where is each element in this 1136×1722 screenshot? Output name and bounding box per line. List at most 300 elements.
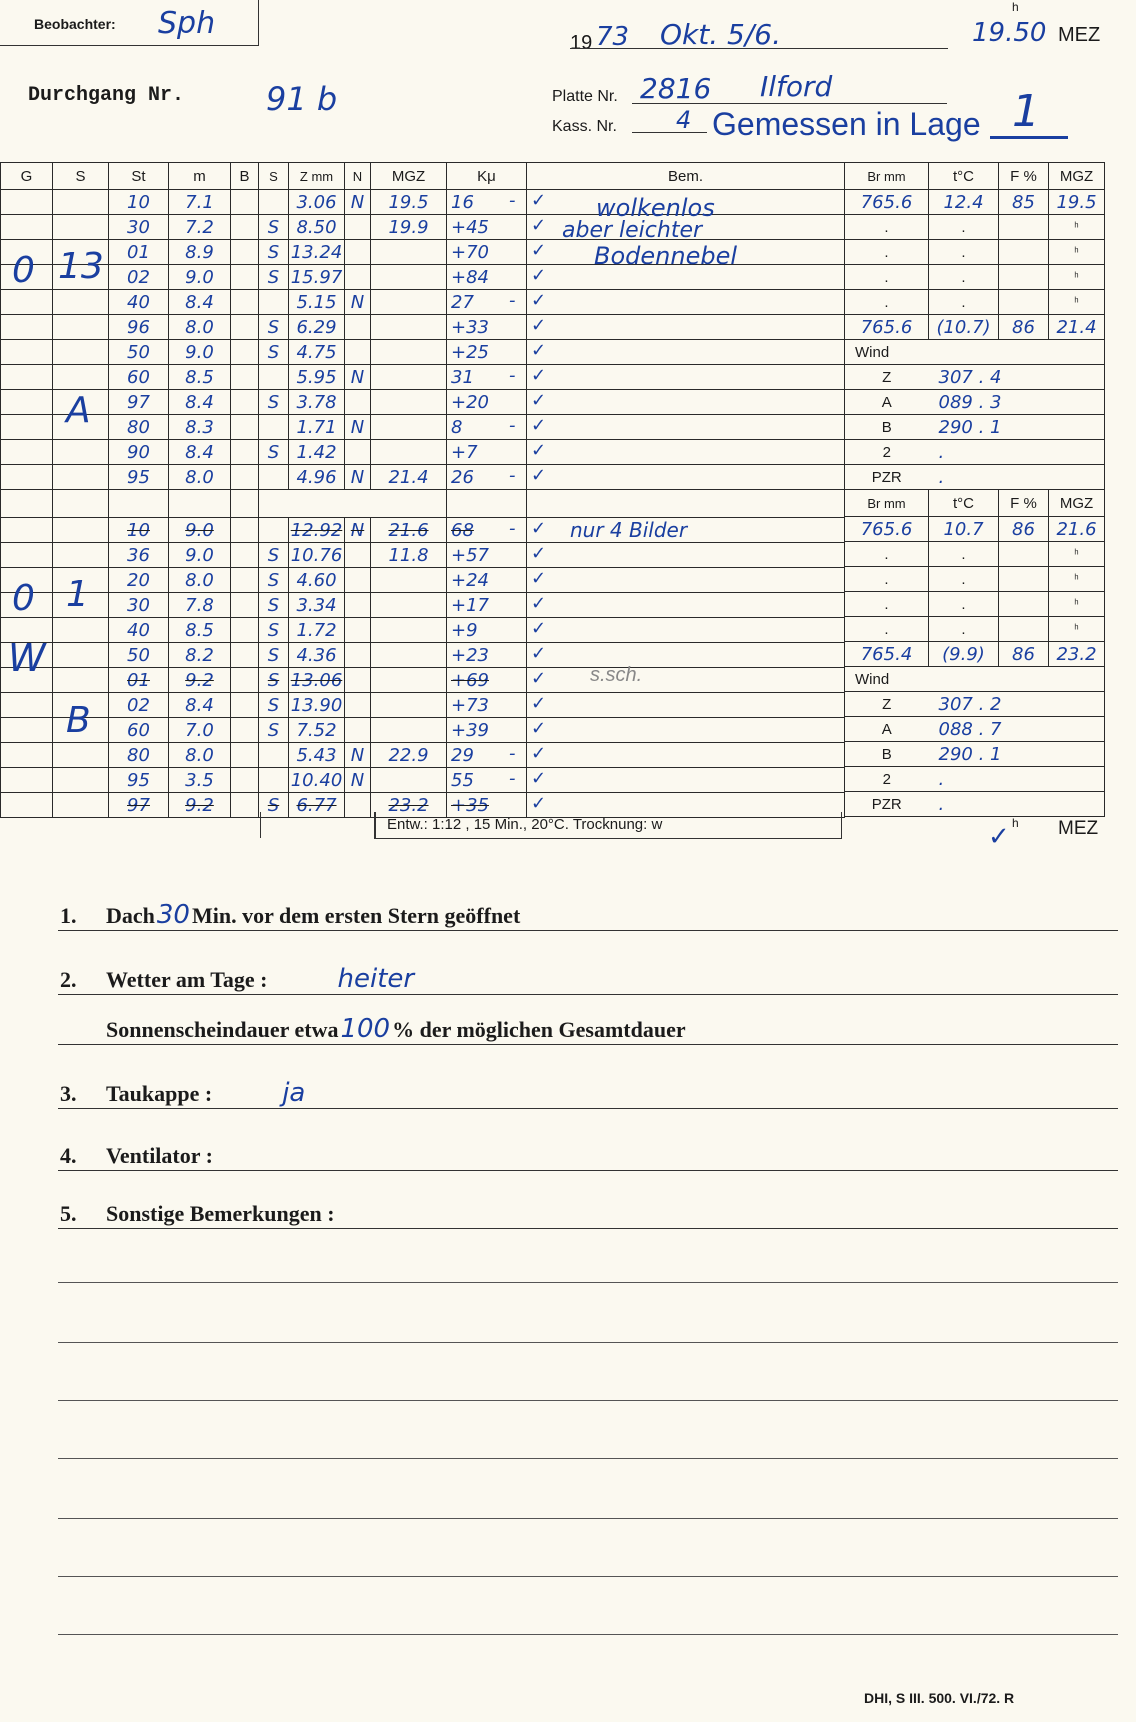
cell-n: N bbox=[345, 415, 371, 440]
sign-mark: - bbox=[509, 768, 516, 789]
check-icon: ✓ bbox=[531, 415, 547, 436]
table-row bbox=[1, 465, 845, 490]
cell-s bbox=[53, 315, 109, 340]
cell-bem bbox=[509, 365, 845, 390]
meteo-cell: 86 bbox=[999, 642, 1049, 667]
cell-mgz bbox=[371, 390, 447, 415]
question-4 bbox=[60, 1078, 305, 1108]
cell-mgz bbox=[371, 768, 447, 793]
cell-n: N bbox=[345, 768, 371, 793]
entw-text: Entw.: 1:12 , 15 Min., 20°C. Trocknung: w bbox=[387, 816, 663, 833]
cell-z: 4.60 bbox=[289, 568, 345, 593]
question-number: 1. bbox=[60, 903, 77, 928]
cell-m: 8.9 bbox=[169, 240, 231, 265]
cell-g bbox=[1, 743, 53, 768]
meteo-cell: . bbox=[929, 542, 999, 567]
table-row bbox=[1, 315, 845, 340]
sign-mark: - bbox=[509, 365, 516, 386]
meteo-cell: ʰ bbox=[1049, 265, 1105, 290]
meteo-row bbox=[845, 517, 1105, 542]
cell-g bbox=[1, 440, 53, 465]
question-text: Dach bbox=[106, 903, 155, 928]
cell-s2: S bbox=[259, 593, 289, 618]
meteo-cell: . bbox=[929, 240, 999, 265]
check-icon: ✓ bbox=[531, 365, 547, 386]
wind-value: . bbox=[929, 767, 1105, 792]
wind-key: Z bbox=[845, 692, 929, 717]
cell-z: 4.96 bbox=[289, 465, 345, 490]
cell-bem bbox=[527, 568, 845, 593]
cell-bem bbox=[527, 693, 845, 718]
wind-value: 290 . 1 bbox=[929, 415, 1105, 440]
check-icon: ✓ bbox=[531, 693, 547, 714]
cell-g bbox=[1, 415, 53, 440]
sign-mark: - bbox=[509, 465, 516, 486]
cell-k: +69 bbox=[447, 668, 527, 693]
wind-value: 307 . 4 bbox=[929, 365, 1105, 390]
col-mgz: MGZ bbox=[371, 163, 447, 190]
cell-n bbox=[345, 390, 371, 415]
cell-mgz bbox=[371, 593, 447, 618]
table-row bbox=[1, 543, 845, 568]
cell-z: 1.71 bbox=[289, 415, 345, 440]
remark-1: wolkenlos bbox=[596, 194, 715, 222]
meteo-row bbox=[845, 542, 1105, 567]
cell-mgz: 21.6 bbox=[371, 518, 447, 543]
blank-line bbox=[58, 1634, 1118, 1635]
cell-s bbox=[53, 190, 109, 215]
meteo-cell: (9.9) bbox=[929, 642, 999, 667]
cell-mgz bbox=[371, 290, 447, 315]
cell-s bbox=[53, 743, 109, 768]
footer-sup: h bbox=[1012, 816, 1019, 830]
question-2 bbox=[60, 964, 414, 994]
wind-row bbox=[845, 742, 1105, 767]
cell-s2 bbox=[259, 365, 289, 390]
cell-z: 7.52 bbox=[289, 718, 345, 743]
cell-mgz: 19.9 bbox=[371, 215, 447, 240]
meteo-cell: . bbox=[929, 265, 999, 290]
meteo-cell: 21.4 bbox=[1049, 315, 1105, 340]
cell-k: 55 bbox=[447, 768, 527, 793]
block2-s: 1 bbox=[66, 574, 89, 615]
cell-z: 13.90 bbox=[289, 693, 345, 718]
wind-key: PZR bbox=[845, 792, 929, 817]
meteo-cell: . bbox=[845, 265, 929, 290]
cell-s2 bbox=[259, 190, 289, 215]
kass-value: 4 bbox=[676, 106, 692, 134]
cell-m: 8.4 bbox=[169, 440, 231, 465]
cell-st: 97 bbox=[109, 793, 169, 818]
cell-g bbox=[1, 190, 53, 215]
cell-s bbox=[53, 340, 109, 365]
cell-st: 40 bbox=[109, 290, 169, 315]
check-icon: ✓ bbox=[531, 240, 547, 261]
table-row bbox=[1, 568, 845, 593]
cell-bem bbox=[509, 415, 845, 440]
cell-s2: S bbox=[259, 215, 289, 240]
question-text: Taukappe : bbox=[106, 1081, 213, 1106]
cell-g bbox=[1, 215, 53, 240]
wind-row bbox=[845, 390, 1105, 415]
meteo-cell bbox=[999, 215, 1049, 240]
cell-z: 6.29 bbox=[289, 315, 345, 340]
cell-st: 01 bbox=[109, 240, 169, 265]
cell-s2: S bbox=[259, 240, 289, 265]
cell-z: 13.24 bbox=[289, 240, 345, 265]
cell-n bbox=[345, 215, 371, 240]
wind-key: A bbox=[845, 390, 929, 415]
cell-mgz: 11.8 bbox=[371, 543, 447, 568]
observer-label: Beobachter: bbox=[34, 16, 116, 32]
question-answer: ja bbox=[282, 1078, 306, 1108]
cell-n bbox=[345, 543, 371, 568]
cell-z: 15.97 bbox=[289, 265, 345, 290]
cell-n bbox=[345, 668, 371, 693]
gemessen-value: 1 bbox=[1012, 86, 1040, 137]
cell-k: +9 bbox=[447, 618, 527, 643]
cell-m: 8.0 bbox=[169, 743, 231, 768]
wind-key: 2 bbox=[845, 767, 929, 792]
cell-m: 9.0 bbox=[169, 543, 231, 568]
col-m: m bbox=[169, 163, 231, 190]
question-number: 4. bbox=[60, 1143, 77, 1168]
meteo-row bbox=[845, 190, 1105, 215]
meteo-cell bbox=[999, 240, 1049, 265]
date-value: Okt. 5/6. bbox=[660, 18, 781, 51]
cell-m: 9.0 bbox=[169, 265, 231, 290]
table-row bbox=[1, 390, 845, 415]
cell-m: 8.0 bbox=[169, 568, 231, 593]
cell-b bbox=[231, 415, 259, 440]
cell-m: 7.1 bbox=[169, 190, 231, 215]
cell-b bbox=[231, 793, 259, 818]
table-row bbox=[1, 190, 845, 215]
cell-mgz: 19.5 bbox=[371, 190, 447, 215]
remark-b7: s.sch. bbox=[590, 664, 643, 686]
cell-s2 bbox=[259, 768, 289, 793]
cell-st: 60 bbox=[109, 365, 169, 390]
cell-b bbox=[231, 315, 259, 340]
cell-n: N bbox=[345, 465, 371, 490]
cell-s2: S bbox=[259, 568, 289, 593]
cell-g bbox=[1, 315, 53, 340]
blank-line bbox=[58, 1342, 1118, 1343]
cell-k: +39 bbox=[447, 718, 527, 743]
question-3 bbox=[60, 1014, 686, 1044]
cell-n bbox=[345, 718, 371, 743]
answer-line bbox=[58, 1044, 1118, 1045]
blank-line bbox=[58, 1576, 1118, 1577]
block1-s: 13 bbox=[58, 246, 104, 287]
meteo-col-br: Br mm bbox=[845, 163, 929, 190]
cell-m: 9.2 bbox=[169, 793, 231, 818]
col-k: Kμ bbox=[447, 163, 527, 190]
check-icon: ✓ bbox=[531, 618, 547, 639]
meteo-row bbox=[845, 567, 1105, 592]
sign-mark: - bbox=[509, 290, 516, 311]
meteo-cell bbox=[999, 592, 1049, 617]
cell-b bbox=[231, 215, 259, 240]
time-sup: h bbox=[1012, 0, 1019, 14]
meteo-row bbox=[845, 642, 1105, 667]
meteo-cell bbox=[999, 617, 1049, 642]
cell-z: 10.76 bbox=[289, 543, 345, 568]
observer-value: Sph bbox=[158, 6, 216, 41]
wind-row bbox=[845, 692, 1105, 717]
kass-line bbox=[632, 132, 707, 133]
meteo-col-t: t°C bbox=[929, 163, 999, 190]
cell-s bbox=[53, 768, 109, 793]
question-suffix: % der möglichen Gesamtdauer bbox=[392, 1017, 686, 1042]
wind-row bbox=[845, 365, 1105, 390]
platte-type: Ilford bbox=[760, 70, 833, 103]
cell-mgz bbox=[371, 718, 447, 743]
year-hand: 73 bbox=[596, 22, 630, 52]
table-row bbox=[1, 618, 845, 643]
cell-k: +24 bbox=[447, 568, 527, 593]
meteo-row bbox=[845, 290, 1105, 315]
cell-st: 30 bbox=[109, 593, 169, 618]
cell-k: 8 bbox=[447, 415, 527, 440]
table-row bbox=[1, 743, 845, 768]
cell-k: +45 bbox=[447, 215, 527, 240]
cell-s bbox=[53, 543, 109, 568]
check-icon: ✓ bbox=[531, 518, 547, 539]
check-icon: ✓ bbox=[531, 315, 547, 336]
cell-g bbox=[1, 768, 53, 793]
wind-row bbox=[845, 792, 1105, 817]
spacer-row bbox=[1, 490, 845, 518]
meteo-cell: ʰ bbox=[1049, 290, 1105, 315]
wind-key: B bbox=[845, 415, 929, 440]
cell-b bbox=[231, 365, 259, 390]
meteo-cell bbox=[999, 567, 1049, 592]
gemessen-line bbox=[990, 136, 1068, 139]
cell-s2: S bbox=[259, 643, 289, 668]
wind-row bbox=[845, 667, 1105, 692]
meteo-cell: . bbox=[845, 567, 929, 592]
cell-mgz bbox=[371, 240, 447, 265]
question-number: 5. bbox=[60, 1201, 77, 1226]
cell-s2: S bbox=[259, 668, 289, 693]
cell-bem bbox=[527, 593, 845, 618]
blank-line bbox=[58, 1400, 1118, 1401]
cell-bem bbox=[509, 768, 845, 793]
meteo-cell: . bbox=[845, 215, 929, 240]
cell-b bbox=[231, 618, 259, 643]
meteo-cell: . bbox=[845, 240, 929, 265]
cell-k: 68 bbox=[447, 518, 527, 543]
cell-b bbox=[231, 568, 259, 593]
cell-k: 26 bbox=[447, 465, 527, 490]
block1-lage: A bbox=[66, 390, 91, 431]
cell-m: 8.0 bbox=[169, 315, 231, 340]
question-5 bbox=[60, 1140, 217, 1170]
cell-k: +70 bbox=[447, 240, 527, 265]
meteo-cell: 21.6 bbox=[1049, 517, 1105, 542]
cell-s2: S bbox=[259, 340, 289, 365]
wind-value: 307 . 2 bbox=[929, 692, 1105, 717]
cell-z: 4.36 bbox=[289, 643, 345, 668]
cell-st: 36 bbox=[109, 543, 169, 568]
meteo-cell: . bbox=[929, 215, 999, 240]
table-row bbox=[1, 768, 845, 793]
cell-st: 80 bbox=[109, 415, 169, 440]
cell-mgz bbox=[371, 668, 447, 693]
wind-value: . bbox=[929, 792, 1105, 817]
meteo-cell: ʰ bbox=[1049, 542, 1105, 567]
meteo-cell: 23.2 bbox=[1049, 642, 1105, 667]
wind-key: B bbox=[845, 742, 929, 767]
cell-s2: S bbox=[259, 618, 289, 643]
meteo-cell: . bbox=[845, 542, 929, 567]
cell-m: 7.8 bbox=[169, 593, 231, 618]
cell-mgz bbox=[371, 365, 447, 390]
cell-s bbox=[53, 465, 109, 490]
meteo-col-mgz2: MGZ bbox=[1049, 490, 1105, 517]
cell-z: 3.06 bbox=[289, 190, 345, 215]
cell-z: 4.75 bbox=[289, 340, 345, 365]
cell-s2: S bbox=[259, 718, 289, 743]
check-icon: ✓ bbox=[531, 215, 547, 236]
cell-st: 02 bbox=[109, 265, 169, 290]
wind-value: . bbox=[929, 440, 1105, 465]
answer-line bbox=[58, 1170, 1118, 1171]
cell-s2 bbox=[259, 290, 289, 315]
cell-s bbox=[53, 215, 109, 240]
cell-m: 8.2 bbox=[169, 643, 231, 668]
cell-s bbox=[53, 440, 109, 465]
cell-s bbox=[53, 518, 109, 543]
cell-n bbox=[345, 440, 371, 465]
gemessen-label: Gemessen in Lage bbox=[712, 106, 981, 142]
table-row bbox=[1, 643, 845, 668]
cell-k: +20 bbox=[447, 390, 527, 415]
wind-row bbox=[845, 717, 1105, 742]
cell-b bbox=[231, 340, 259, 365]
meteo-cell: 19.5 bbox=[1049, 190, 1105, 215]
meteo-cell: 12.4 bbox=[929, 190, 999, 215]
table-row bbox=[1, 365, 845, 390]
remark-2: aber leichter bbox=[562, 218, 703, 243]
sign-mark: - bbox=[509, 190, 516, 211]
table-row bbox=[1, 668, 845, 693]
cell-n: N bbox=[345, 743, 371, 768]
cell-mgz bbox=[371, 693, 447, 718]
col-s: S bbox=[53, 163, 109, 190]
cell-z: 5.95 bbox=[289, 365, 345, 390]
meteo-col-t2: t°C bbox=[929, 490, 999, 517]
check-icon: ✓ bbox=[531, 743, 547, 764]
sign-mark: - bbox=[509, 743, 516, 764]
meteo-cell: ʰ bbox=[1049, 240, 1105, 265]
table-row bbox=[1, 440, 845, 465]
meteo-cell: ʰ bbox=[1049, 567, 1105, 592]
cell-mgz: 22.9 bbox=[371, 743, 447, 768]
cell-k: +57 bbox=[447, 543, 527, 568]
wind-key: 2 bbox=[845, 440, 929, 465]
cell-st: 30 bbox=[109, 215, 169, 240]
cell-k: 27 bbox=[447, 290, 527, 315]
question-6 bbox=[60, 1198, 339, 1228]
meteo-cell: ʰ bbox=[1049, 617, 1105, 642]
cell-k: 16 bbox=[447, 190, 527, 215]
cell-m: 9.0 bbox=[169, 518, 231, 543]
table-row bbox=[1, 340, 845, 365]
cell-z: 3.34 bbox=[289, 593, 345, 618]
cell-m: 8.5 bbox=[169, 618, 231, 643]
cell-b bbox=[231, 593, 259, 618]
cell-b bbox=[231, 518, 259, 543]
col-z: Z mm bbox=[289, 163, 345, 190]
wind-row bbox=[845, 415, 1105, 440]
cell-st: 01 bbox=[109, 668, 169, 693]
cell-n bbox=[345, 693, 371, 718]
cell-z: 5.43 bbox=[289, 743, 345, 768]
cell-mgz bbox=[371, 568, 447, 593]
question-answer: 30 bbox=[156, 900, 190, 930]
meteo-cell: . bbox=[845, 617, 929, 642]
cell-mgz: 21.4 bbox=[371, 465, 447, 490]
cell-k: +23 bbox=[447, 643, 527, 668]
cell-s2 bbox=[259, 415, 289, 440]
cell-m: 7.2 bbox=[169, 215, 231, 240]
col-bem: Bem. bbox=[527, 163, 845, 190]
table-row bbox=[1, 290, 845, 315]
cell-st: 10 bbox=[109, 190, 169, 215]
check-icon: ✓ bbox=[531, 593, 547, 614]
cell-s2 bbox=[259, 518, 289, 543]
cell-n bbox=[345, 618, 371, 643]
cell-n bbox=[345, 240, 371, 265]
cell-st: 95 bbox=[109, 465, 169, 490]
block2-lage: B bbox=[66, 700, 91, 741]
cell-g bbox=[1, 543, 53, 568]
cell-st: 50 bbox=[109, 643, 169, 668]
table-row bbox=[1, 718, 845, 743]
table-row bbox=[1, 693, 845, 718]
cell-b bbox=[231, 265, 259, 290]
question-suffix: Min. vor dem ersten Stern geöffnet bbox=[191, 903, 521, 928]
cell-m: 8.4 bbox=[169, 290, 231, 315]
cell-bem bbox=[527, 390, 845, 415]
cell-n: N bbox=[345, 190, 371, 215]
check-icon: ✓ bbox=[531, 390, 547, 411]
meteo-table bbox=[844, 162, 1105, 817]
cell-m: 8.4 bbox=[169, 390, 231, 415]
left-bottom-box bbox=[260, 812, 376, 838]
table-row bbox=[1, 415, 845, 440]
cell-mgz bbox=[371, 340, 447, 365]
cell-bem bbox=[527, 618, 845, 643]
cell-k: +17 bbox=[447, 593, 527, 618]
cell-m: 8.4 bbox=[169, 693, 231, 718]
cell-k: +35 bbox=[447, 793, 527, 818]
wind-label: Wind bbox=[845, 667, 1105, 692]
meteo-col-mgz: MGZ bbox=[1049, 163, 1105, 190]
wind-row bbox=[845, 767, 1105, 792]
cell-g bbox=[1, 793, 53, 818]
cell-k: 29 bbox=[447, 743, 527, 768]
cell-n: N bbox=[345, 518, 371, 543]
cell-m: 3.5 bbox=[169, 768, 231, 793]
meteo-cell: . bbox=[929, 617, 999, 642]
cell-n: N bbox=[345, 365, 371, 390]
answer-line bbox=[58, 994, 1118, 995]
meteo-cell: 765.6 bbox=[845, 315, 929, 340]
cell-mgz bbox=[371, 265, 447, 290]
